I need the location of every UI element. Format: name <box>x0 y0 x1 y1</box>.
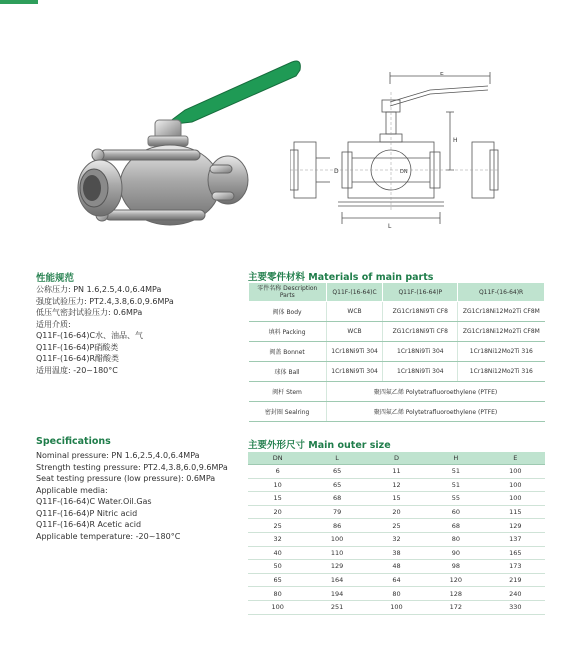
table-cell: 129 <box>307 560 366 574</box>
table-cell: ZG1Cr18Ni12Mo2Ti CF8M <box>458 302 545 322</box>
materials-title: 主要零件材料 Materials of main parts <box>248 272 434 283</box>
perf-cn-line: 低压气密封试验压力: 0.6MPa <box>36 308 143 317</box>
table-cell: 密封圈 Sealring <box>249 402 327 422</box>
table-cell: 98 <box>426 560 485 574</box>
table-cell: 6 <box>248 465 307 479</box>
table-cell: 15 <box>248 492 307 506</box>
table-cell: 100 <box>248 600 307 614</box>
table-row <box>248 532 545 546</box>
table-cell: ZG1Cr18Ni12Mo2Ti CF8M <box>458 322 545 342</box>
table-row <box>249 302 545 322</box>
table-cell: 20 <box>367 505 426 519</box>
valve-technical-drawing <box>290 72 500 232</box>
table-cell: 100 <box>486 492 545 506</box>
table-row <box>249 342 545 362</box>
table-cell: 86 <box>307 519 366 533</box>
table-cell: 80 <box>367 587 426 601</box>
dimensions-table <box>248 452 545 615</box>
table-cell: 38 <box>367 546 426 560</box>
perf-cn-line: Q11F-(16-64)P硝酸类 <box>36 342 119 352</box>
table-cell: 1Cr18Ni9Ti 304 <box>326 362 383 382</box>
table-row <box>248 560 545 574</box>
table-cell: 1Cr18Ni12Mo2Ti 316 <box>458 342 545 362</box>
spec-en-line: Applicable temperature: -20~180°C <box>36 531 181 541</box>
spec-en-line: Applicable media: <box>36 485 108 495</box>
dimensions-header-cell: E <box>486 452 545 465</box>
table-cell: 25 <box>367 519 426 533</box>
dimensions-header-cell: DN <box>248 452 307 465</box>
table-cell: 330 <box>486 600 545 614</box>
table-cell: 137 <box>486 532 545 546</box>
perf-cn-line: 适用介质: <box>36 319 71 329</box>
spec-en-line: Q11F-(16-64)P Nitric acid <box>36 508 138 518</box>
table-cell: 60 <box>426 505 485 519</box>
table-cell: 1Cr18Ni9Ti 304 <box>326 342 383 362</box>
perf-cn-line: Q11F-(16-64)C水、油品、气 <box>36 331 144 340</box>
table-cell: 194 <box>307 587 366 601</box>
table-cell: ZG1Cr18Ni9Ti CF8 <box>383 302 458 322</box>
table-cell: 12 <box>367 478 426 492</box>
table-cell: 20 <box>248 505 307 519</box>
spec-en-list <box>36 450 228 542</box>
spec-en-line: Strength testing pressure: PT2.4,3.8,6.0,9.6MPa <box>36 462 228 472</box>
table-cell: 128 <box>426 587 485 601</box>
table-cell: 80 <box>426 532 485 546</box>
table-cell: 100 <box>486 465 545 479</box>
table-cell: 25 <box>248 519 307 533</box>
table-row <box>249 362 545 382</box>
top-accent-bar <box>0 0 38 4</box>
drawing-label-dn: DN <box>400 169 408 175</box>
table-cell: 100 <box>307 532 366 546</box>
table-cell: 阀盖 Bonnet <box>249 342 327 362</box>
table-cell: 65 <box>307 478 366 492</box>
table-row <box>248 492 545 506</box>
materials-header-cell: 零件名称 Description Parts <box>249 283 327 302</box>
spec-en-line: Nominal pressure: PN 1.6,2.5,4.0,6.4MPa <box>36 451 200 460</box>
table-cell: 64 <box>367 573 426 587</box>
table-cell: 173 <box>486 560 545 574</box>
perf-cn-line: 强度试验压力: PT2.4,3.8,6.0,9.6MPa <box>36 296 174 306</box>
table-cell: WCB <box>326 302 383 322</box>
table-row <box>249 322 545 342</box>
table-row <box>248 478 545 492</box>
table-cell: 32 <box>367 532 426 546</box>
table-cell: 79 <box>307 505 366 519</box>
materials-header-cell: Q11F-(16-64)C <box>326 283 383 302</box>
handle-brand-text: 双蜂阀门 <box>207 75 237 94</box>
table-row <box>248 519 545 533</box>
drawing-label-e: E <box>440 72 444 77</box>
table-cell: ZG1Cr18Ni9Ti CF8 <box>383 322 458 342</box>
drawing-label-l: L <box>388 223 392 230</box>
perf-cn-line: 适用温度: -20~180°C <box>36 365 118 375</box>
table-row <box>248 546 545 560</box>
table-cell: 1Cr18Ni9Ti 304 <box>383 362 458 382</box>
table-cell: 251 <box>307 600 366 614</box>
table-row <box>249 382 545 402</box>
dimensions-header-row <box>248 452 545 465</box>
spec-en-line: Q11F-(16-64)R Acetic acid <box>36 520 142 529</box>
table-cell: 65 <box>248 573 307 587</box>
materials-header-cell: Q11F-(16-64)P <box>383 283 458 302</box>
table-cell: 阀杆 Stem <box>249 382 327 402</box>
table-cell: 11 <box>367 465 426 479</box>
dimensions-title: 主要外形尺寸 Main outer size <box>248 440 391 451</box>
table-cell: 聚四氟乙烯 Polytetrafluoroethylene (PTFE) <box>326 382 544 402</box>
dimensions-header-cell: L <box>307 452 366 465</box>
perf-cn-title: 性能规范 <box>36 273 75 284</box>
dimensions-header-cell: H <box>426 452 485 465</box>
dimensions-header-cell: D <box>367 452 426 465</box>
table-cell: 填料 Packing <box>249 322 327 342</box>
table-cell: 240 <box>486 587 545 601</box>
table-cell: 1Cr18Ni9Ti 304 <box>383 342 458 362</box>
table-cell: 90 <box>426 546 485 560</box>
table-cell: 68 <box>426 519 485 533</box>
table-cell: 120 <box>426 573 485 587</box>
perf-cn-line: Q11F-(16-64)R醋酸类 <box>36 354 120 363</box>
table-cell: 阀体 Body <box>249 302 327 322</box>
table-row <box>248 600 545 614</box>
table-cell: 聚四氟乙烯 Polytetrafluoroethylene (PTFE) <box>326 402 544 422</box>
table-cell: 32 <box>248 532 307 546</box>
table-cell: 110 <box>307 546 366 560</box>
table-cell: 1Cr18Ni12Mo2Ti 316 <box>458 362 545 382</box>
ball-valve-photo <box>60 50 310 250</box>
table-cell: 165 <box>486 546 545 560</box>
table-cell: 65 <box>307 465 366 479</box>
table-cell: 80 <box>248 587 307 601</box>
table-cell: 164 <box>307 573 366 587</box>
materials-table <box>248 282 545 422</box>
table-cell: 219 <box>486 573 545 587</box>
table-cell: 40 <box>248 546 307 560</box>
table-cell: 172 <box>426 600 485 614</box>
spec-en-title: Specifications <box>36 436 111 447</box>
table-cell: 10 <box>248 478 307 492</box>
table-cell: 球体 Ball <box>249 362 327 382</box>
table-row <box>248 465 545 479</box>
table-cell: 50 <box>248 560 307 574</box>
table-cell: 100 <box>486 478 545 492</box>
table-row <box>249 402 545 422</box>
table-cell: WCB <box>326 322 383 342</box>
materials-header-row <box>249 283 545 302</box>
materials-header-cell: Q11F-(16-64)R <box>458 283 545 302</box>
table-row <box>248 505 545 519</box>
perf-cn-list <box>36 284 174 376</box>
table-cell: 51 <box>426 478 485 492</box>
perf-cn-line: 公称压力: PN 1.6,2.5,4.0,6.4MPa <box>36 285 162 294</box>
spec-en-line: Seat testing pressure (low pressure): 0.6MPa <box>36 474 216 483</box>
drawing-label-d: D <box>334 168 339 175</box>
table-cell: 100 <box>367 600 426 614</box>
table-cell: 48 <box>367 560 426 574</box>
table-row <box>248 587 545 601</box>
table-cell: 55 <box>426 492 485 506</box>
table-row <box>248 573 545 587</box>
table-cell: 115 <box>486 505 545 519</box>
table-cell: 129 <box>486 519 545 533</box>
spec-en-line: Q11F-(16-64)C Water.Oil.Gas <box>36 497 152 506</box>
table-cell: 51 <box>426 465 485 479</box>
table-cell: 15 <box>367 492 426 506</box>
table-cell: 68 <box>307 492 366 506</box>
drawing-label-h: H <box>453 137 458 144</box>
